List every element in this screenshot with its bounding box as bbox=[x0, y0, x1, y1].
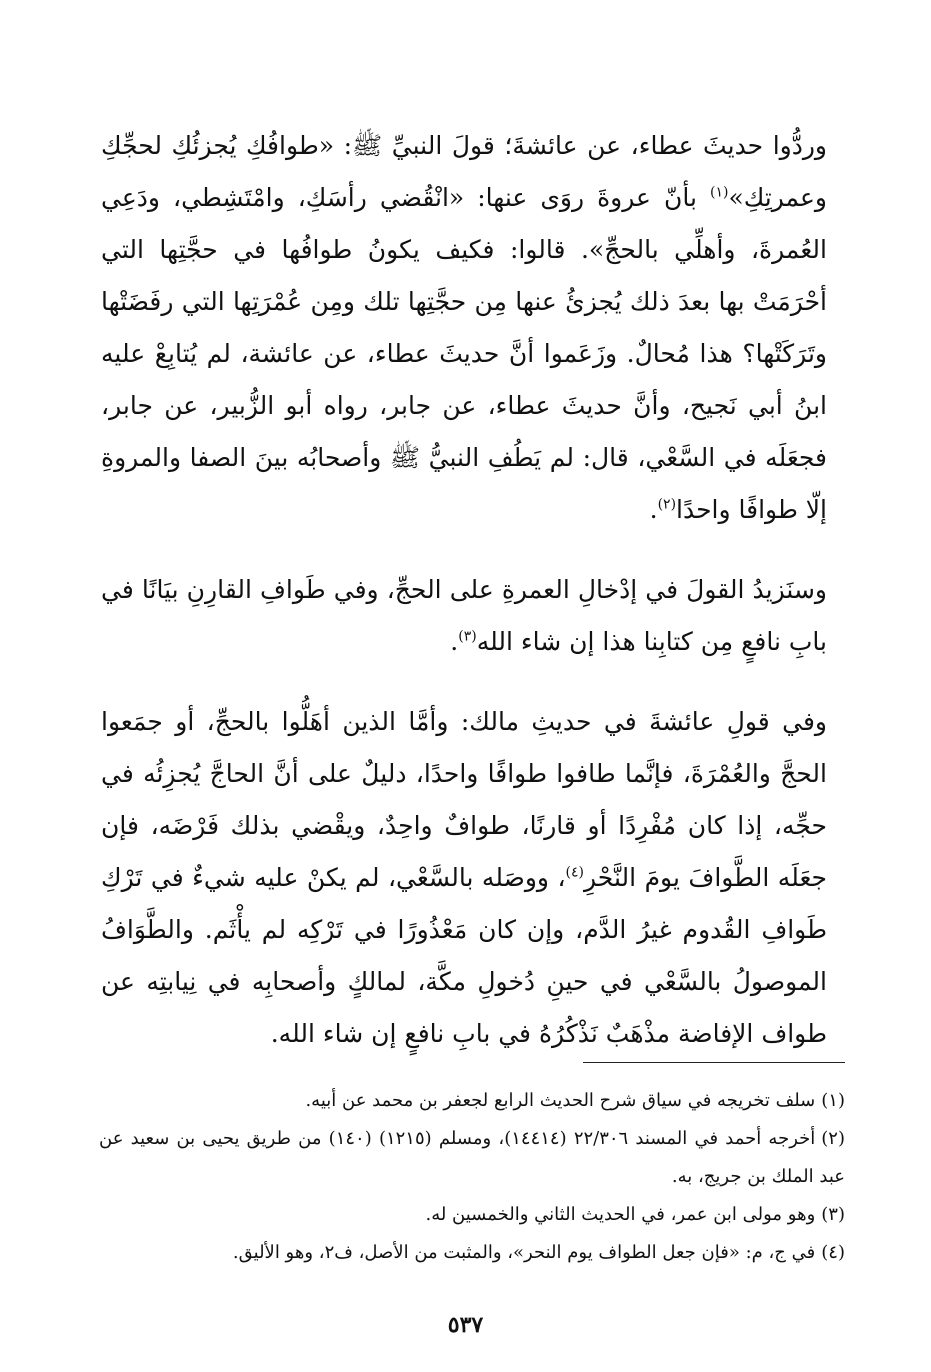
footnote-ref-4[interactable]: (٤) bbox=[565, 864, 585, 881]
footnote-2 bbox=[99, 1120, 845, 1196]
paragraph-2-segment-1: وسنَزيدُ القولَ في إدْخالِ العمرةِ على الحجِّ، وفي طَوافِ القارِنِ بيَانًا في بابِ نافعٍ مِن كتابِنا هذا إن شاء الله bbox=[101, 575, 827, 656]
paragraph-2-segment-2: . bbox=[450, 627, 459, 656]
footnote-text: في ج، م: «فإن جعل الطواف يوم النحر»، والمثبت من الأصل، ف٢، وهو الأليق. bbox=[232, 1242, 816, 1263]
footnote-number: (٢) bbox=[821, 1128, 845, 1149]
footnote-1 bbox=[99, 1082, 845, 1120]
footnote-3 bbox=[99, 1196, 845, 1234]
page-number: ٥٣٧ bbox=[447, 1312, 484, 1338]
paragraph-3-segment-2: ، ووصَله بالسَّعْي، لم يكنْ عليه شيءٌ في تَرْكِ طَوافِ القُدوم غيرُ الدَّم، وإن كان مَعْذُورًا في تَرْكِه لم يأْثَم. والطَّوَافُ الموصولُ بالسَّعْي في حينِ دُخولِ مكَّة، لمالكٍ وأصحابِه في نِيابتِه عن طواف الإفاضة مذْهَبٌ نَذْكُرُهُ في بابِ نافعٍ إن شاء الله. bbox=[101, 863, 827, 1048]
footnote-ref-3[interactable]: (٣) bbox=[458, 628, 477, 645]
paragraph-1-segment-1: وردُّوا حديثَ عطاء، عن عائشةَ؛ قولَ النبيِّ ﷺ: «طوافُكِ يُجزئُكِ لحجِّكِ وعمرتِكِ» bbox=[101, 131, 827, 212]
paragraph-2 bbox=[101, 564, 827, 668]
footnotes bbox=[99, 1082, 845, 1272]
paragraph-3-segment-1: وفي قولِ عائشةَ في حديثِ مالك: وأمَّا الذين أهَلُّوا بالحجِّ، أو جمَعوا الحجَّ والعُمْرَةَ، فإنَّما طافوا طوافًا واحدًا، دليلٌ على أنَّ الحاجَّ يُجزِئُه في حجِّه، إذا كان مُفْرِدًا أو قارنًا، طوافٌ واحِدٌ، ويقْضي بذلك فَرْضَه، فإن جعَلَه الطَّوافَ يومَ النَّحْرِ bbox=[101, 707, 827, 892]
footnote-text: سلف تخريجه في سياق شرح الحديث الرابع لجعفر بن محمد عن أبيه. bbox=[305, 1090, 816, 1111]
footnote-ref-1[interactable]: (١) bbox=[709, 184, 729, 201]
paragraph-1-segment-2: بأنّ عروةَ روَى عنها: «انْقُضي رأسَكِ، وامْتَشِطي، ودَعِي العُمرةَ، وأهلِّي بالحجِّ». قالوا: فكيف يكونُ طوافُها في حجَّتِها التي أحْرَمَتْ بها بعدَ ذلك يُجزئُ عنها مِن حجَّتِها تلك ومِن عُمْرَتِها التي رفَضَتْها وتَرَكَتْها؟ هذا مُحالٌ. وزَعَموا أنَّ حديثَ عطاء، عن عائشة، لم يُتابِعْ عليه ابنُ أبي نَجيح، وأنَّ حديثَ عطاء، عن جابر، رواه أبو الزُّبير، عن جابر، فجعَلَه في السَّعْي، قال: لم يَطُفِ النبيُّ ﷺ وأصحابُه بينَ الصفا والمروةِ إلّا طوافًا واحدًا bbox=[101, 183, 827, 524]
footnote-ref-2[interactable]: (٢) bbox=[657, 496, 677, 513]
footnote-number: (٤) bbox=[821, 1242, 845, 1263]
footnote-text: أخرجه أحمد في المسند ٢٢/٣٠٦ (١٤٤١٤)، ومسلم (١٢١٥) (١٤٠) من طريق يحيى بن سعيد عن عبد الملك بن جريج، به. bbox=[99, 1128, 845, 1187]
paragraph-3 bbox=[101, 696, 827, 1060]
footnote-4 bbox=[99, 1234, 845, 1272]
main-text bbox=[101, 120, 827, 1060]
footnote-number: (٣) bbox=[821, 1204, 845, 1225]
footnote-separator bbox=[583, 1062, 845, 1063]
paragraph-1-segment-3: . bbox=[649, 495, 658, 524]
footnote-number: (١) bbox=[821, 1090, 845, 1111]
paragraph-1 bbox=[101, 120, 827, 536]
footnote-text: وهو مولى ابن عمر، في الحديث الثاني والخمسين له. bbox=[425, 1204, 816, 1225]
